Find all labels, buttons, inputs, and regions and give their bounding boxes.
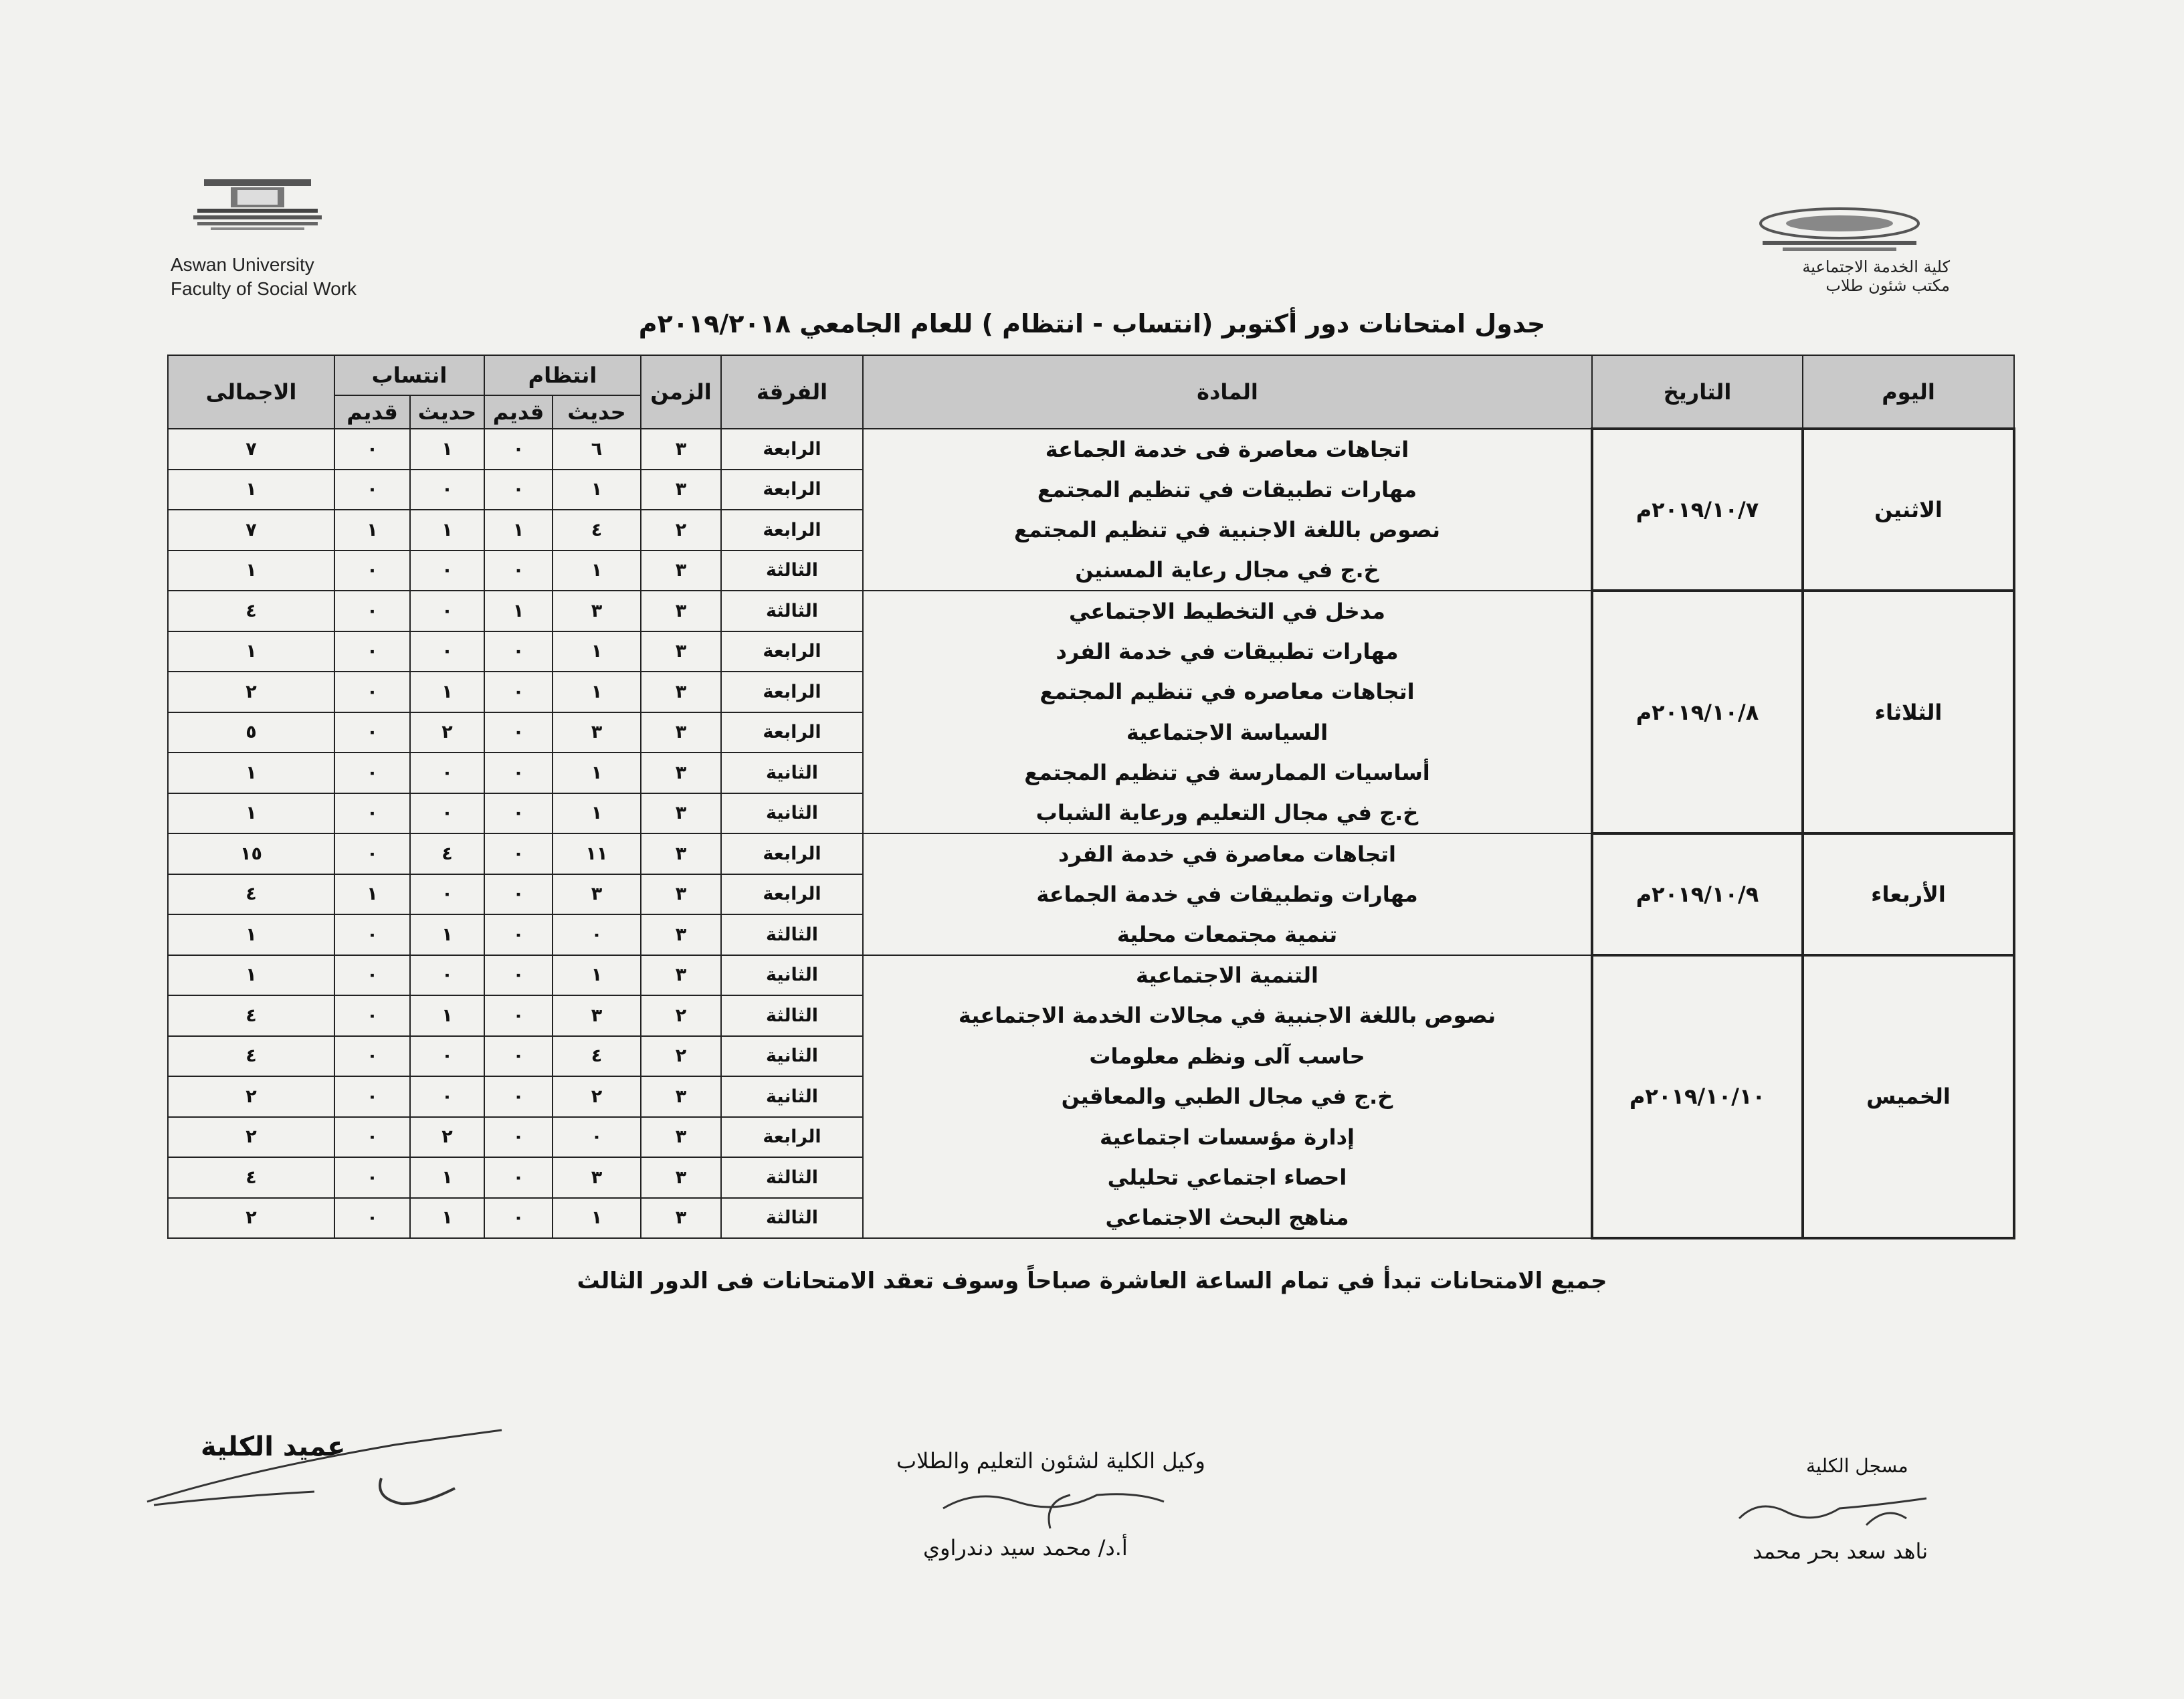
total-cell: ١ — [168, 955, 334, 996]
duration-cell: ٣ — [641, 914, 721, 955]
affiliation-old-cell: ٠ — [334, 1076, 410, 1117]
header-row — [168, 355, 2014, 395]
duration-cell: ٣ — [641, 833, 721, 874]
regular-old-cell: ٠ — [484, 1036, 553, 1077]
regular-old-cell: ٠ — [484, 470, 553, 510]
regular-old-cell: ١ — [484, 510, 553, 551]
faculty-en: Faculty of Social Work — [171, 278, 357, 299]
level-cell: الثالثة — [721, 1198, 863, 1239]
subject-cell: التنمية الاجتماعية — [863, 955, 1592, 996]
level-cell: الثالثة — [721, 914, 863, 955]
subject-cell: نصوص باللغة الاجنبية في تنظيم المجتمع — [863, 510, 1592, 551]
header-date: التاريخ — [1592, 355, 1803, 429]
duration-cell: ٣ — [641, 1117, 721, 1158]
level-cell: الرابعة — [721, 672, 863, 712]
regular-new-cell: ١ — [553, 551, 641, 591]
regular-new-cell: ٠ — [553, 914, 641, 955]
total-cell: ١ — [168, 793, 334, 834]
level-cell: الرابعة — [721, 429, 863, 470]
faculty-ar: كلية الخدمة الاجتماعية — [1802, 258, 1950, 276]
affiliation-old-cell: ٠ — [334, 1157, 410, 1198]
regular-old-cell: ٠ — [484, 631, 553, 672]
subject-cell: مناهج البحث الاجتماعي — [863, 1198, 1592, 1239]
level-cell: الرابعة — [721, 712, 863, 753]
header-day: اليوم — [1803, 355, 2014, 429]
duration-cell: ٢ — [641, 995, 721, 1036]
level-cell: الثانية — [721, 753, 863, 793]
exam-schedule-table — [167, 355, 2015, 1239]
regular-new-cell: ٢ — [553, 1076, 641, 1117]
registrar-label: مسجل الكلية — [1806, 1455, 1908, 1477]
subject-cell: مهارات وتطبيقات في خدمة الجماعة — [863, 874, 1592, 915]
regular-new-cell: ٣ — [553, 1157, 641, 1198]
regular-new-cell: ٣ — [553, 591, 641, 631]
faculty-name-ar — [1709, 258, 1950, 295]
subject-cell: احصاء اجتماعي تحليلي — [863, 1157, 1592, 1198]
regular-old-cell: ٠ — [484, 429, 553, 470]
affiliation-new-cell: ٠ — [410, 591, 484, 631]
duration-cell: ٣ — [641, 470, 721, 510]
affiliation-new-cell: ٠ — [410, 1036, 484, 1077]
affiliation-new-cell: ١ — [410, 914, 484, 955]
total-cell: ٢ — [168, 1198, 334, 1239]
dean-signature — [140, 1425, 515, 1512]
level-cell: الثالثة — [721, 551, 863, 591]
regular-old-cell: ٠ — [484, 712, 553, 753]
regular-old-cell: ٠ — [484, 1117, 553, 1158]
university-name-en — [171, 253, 357, 301]
subject-cell: تنمية مجتمعات محلية — [863, 914, 1592, 955]
regular-old-cell: ٠ — [484, 1157, 553, 1198]
affiliation-old-cell: ٠ — [334, 1117, 410, 1158]
subject-cell: إدارة مؤسسات اجتماعية — [863, 1117, 1592, 1158]
total-cell: ٤ — [168, 995, 334, 1036]
level-cell: الثالثة — [721, 591, 863, 631]
affiliation-new-cell: ٠ — [410, 1076, 484, 1117]
total-cell: ٤ — [168, 1036, 334, 1077]
day-cell: الثلاثاء — [1803, 591, 2014, 833]
subject-cell: أساسيات الممارسة في تنظيم المجتمع — [863, 753, 1592, 793]
subject-cell: مهارات تطبيقات في تنظيم المجتمع — [863, 470, 1592, 510]
subject-cell: السياسة الاجتماعية — [863, 712, 1592, 753]
subject-cell: خ.ج في مجال رعاية المسنين — [863, 551, 1592, 591]
registrar-signature — [1732, 1485, 1933, 1532]
regular-new-cell: ١ — [553, 631, 641, 672]
affiliation-new-cell: ٤ — [410, 833, 484, 874]
affiliation-new-cell: ٠ — [410, 874, 484, 915]
office-ar: مكتب شئون طلاب — [1825, 276, 1950, 295]
total-cell: ١٥ — [168, 833, 334, 874]
dean-label: عميد الكلية — [201, 1431, 346, 1462]
affiliation-new-cell: ٠ — [410, 551, 484, 591]
duration-cell: ٣ — [641, 591, 721, 631]
duration-cell: ٣ — [641, 1076, 721, 1117]
affiliation-new-cell: ٠ — [410, 753, 484, 793]
duration-cell: ٢ — [641, 1036, 721, 1077]
header-total: الاجمالى — [168, 355, 334, 429]
regular-old-cell: ٠ — [484, 955, 553, 996]
table-row — [168, 591, 2014, 631]
date-cell: ٢٠١٩/١٠/٩م — [1592, 833, 1803, 955]
affiliation-old-cell: ٠ — [334, 1036, 410, 1077]
regular-new-cell: ٠ — [553, 1117, 641, 1158]
duration-cell: ٣ — [641, 429, 721, 470]
regular-new-cell: ١ — [553, 470, 641, 510]
affiliation-old-cell: ١ — [334, 874, 410, 915]
table-row — [168, 833, 2014, 874]
subject-cell: مهارات تطبيقات في خدمة الفرد — [863, 631, 1592, 672]
duration-cell: ٢ — [641, 510, 721, 551]
regular-new-cell: ٣ — [553, 712, 641, 753]
duration-cell: ٣ — [641, 753, 721, 793]
total-cell: ٤ — [168, 1157, 334, 1198]
duration-cell: ٣ — [641, 631, 721, 672]
date-cell: ٢٠١٩/١٠/٧م — [1592, 429, 1803, 591]
duration-cell: ٣ — [641, 672, 721, 712]
level-cell: الرابعة — [721, 510, 863, 551]
level-cell: الثالثة — [721, 995, 863, 1036]
affiliation-old-cell: ٠ — [334, 591, 410, 631]
total-cell: ٤ — [168, 874, 334, 915]
table-body — [168, 429, 2014, 1238]
header-affiliation: انتساب — [334, 355, 484, 395]
subject-cell: نصوص باللغة الاجنبية في مجالات الخدمة الاجتماعية — [863, 995, 1592, 1036]
affiliation-new-cell: ٠ — [410, 955, 484, 996]
affiliation-old-cell: ٠ — [334, 995, 410, 1036]
regular-old-cell: ٠ — [484, 793, 553, 834]
regular-new-cell: ٣ — [553, 995, 641, 1036]
affiliation-new-cell: ١ — [410, 510, 484, 551]
subject-cell: مدخل في التخطيط الاجتماعي — [863, 591, 1592, 631]
duration-cell: ٣ — [641, 1157, 721, 1198]
total-cell: ١ — [168, 914, 334, 955]
regular-new-cell: ٦ — [553, 429, 641, 470]
level-cell: الرابعة — [721, 1117, 863, 1158]
vice-dean-signature — [936, 1482, 1177, 1535]
affiliation-old-cell: ٠ — [334, 429, 410, 470]
total-cell: ١ — [168, 551, 334, 591]
page-title: جدول امتحانات دور أكتوبر (انتساب - انتظام ) للعام الجامعي ٢٠١٩/٢٠١٨م — [638, 309, 1546, 338]
day-cell: الاثنين — [1803, 429, 2014, 591]
total-cell: ١ — [168, 631, 334, 672]
affiliation-new-cell: ٠ — [410, 631, 484, 672]
regular-new-cell: ١ — [553, 1198, 641, 1239]
total-cell: ٤ — [168, 591, 334, 631]
regular-old-cell: ٠ — [484, 672, 553, 712]
university-en: Aswan University — [171, 254, 314, 275]
header-subject: المادة — [863, 355, 1592, 429]
total-cell: ١ — [168, 470, 334, 510]
total-cell: ٢ — [168, 1117, 334, 1158]
regular-old-cell: ٠ — [484, 1076, 553, 1117]
regular-new-cell: ٤ — [553, 510, 641, 551]
total-cell: ٥ — [168, 712, 334, 753]
total-cell: ٧ — [168, 429, 334, 470]
regular-new-cell: ١١ — [553, 833, 641, 874]
affiliation-old-cell: ٠ — [334, 551, 410, 591]
regular-new-cell: ١ — [553, 672, 641, 712]
subject-cell: اتجاهات معاصرة في خدمة الفرد — [863, 833, 1592, 874]
vice-dean-label: وكيل الكلية لشئون التعليم والطلاب — [896, 1448, 1205, 1474]
total-cell: ١ — [168, 753, 334, 793]
level-cell: الثالثة — [721, 1157, 863, 1198]
total-cell: ٢ — [168, 672, 334, 712]
day-cell: الأربعاء — [1803, 833, 2014, 955]
duration-cell: ٣ — [641, 1198, 721, 1239]
affiliation-new-cell: ٢ — [410, 712, 484, 753]
regular-old-cell: ٠ — [484, 874, 553, 915]
level-cell: الثانية — [721, 793, 863, 834]
regular-old-cell: ١ — [484, 591, 553, 631]
affiliation-old-cell: ٠ — [334, 470, 410, 510]
affiliation-new-cell: ٠ — [410, 470, 484, 510]
aswan-university-logo — [191, 175, 324, 234]
total-cell: ٢ — [168, 1076, 334, 1117]
affiliation-new-cell: ١ — [410, 672, 484, 712]
duration-cell: ٣ — [641, 874, 721, 915]
date-cell: ٢٠١٩/١٠/١٠م — [1592, 955, 1803, 1239]
header-level: الفرقة — [721, 355, 863, 429]
affiliation-old-cell: ٠ — [334, 753, 410, 793]
exam-note: جميع الامتحانات تبدأ في تمام الساعة العاشرة صباحاً وسوف تعقد الامتحانات فى الدور الثالث — [577, 1268, 1607, 1294]
level-cell: الرابعة — [721, 631, 863, 672]
regular-new-cell: ٣ — [553, 874, 641, 915]
affiliation-old-cell: ٠ — [334, 955, 410, 996]
affiliation-old-cell: ٠ — [334, 672, 410, 712]
level-cell: الرابعة — [721, 470, 863, 510]
regular-old-cell: ٠ — [484, 914, 553, 955]
affiliation-old-cell: ٠ — [334, 793, 410, 834]
header-duration: الزمن — [641, 355, 721, 429]
header-regular-new: حديث — [553, 395, 641, 429]
regular-old-cell: ٠ — [484, 551, 553, 591]
table-row — [168, 955, 2014, 996]
affiliation-old-cell: ٠ — [334, 712, 410, 753]
level-cell: الثانية — [721, 955, 863, 996]
regular-old-cell: ٠ — [484, 995, 553, 1036]
regular-new-cell: ١ — [553, 793, 641, 834]
regular-new-cell: ٤ — [553, 1036, 641, 1077]
level-cell: الثانية — [721, 1076, 863, 1117]
affiliation-new-cell: ١ — [410, 1157, 484, 1198]
affiliation-new-cell: ١ — [410, 429, 484, 470]
level-cell: الرابعة — [721, 833, 863, 874]
subject-cell: خ.ج في مجال الطبي والمعاقين — [863, 1076, 1592, 1117]
affiliation-old-cell: ٠ — [334, 631, 410, 672]
affiliation-old-cell: ١ — [334, 510, 410, 551]
header-affiliation-new: حديث — [410, 395, 484, 429]
date-cell: ٢٠١٩/١٠/٨م — [1592, 591, 1803, 833]
subject-cell: خ.ج في مجال التعليم ورعاية الشباب — [863, 793, 1592, 834]
duration-cell: ٣ — [641, 955, 721, 996]
affiliation-new-cell: ٢ — [410, 1117, 484, 1158]
header-affiliation-old: قديم — [334, 395, 410, 429]
day-cell: الخميس — [1803, 955, 2014, 1239]
subject-cell: اتجاهات معاصره في تنظيم المجتمع — [863, 672, 1592, 712]
vice-dean-name: أ.د/ محمد سيد دندراوي — [923, 1535, 1128, 1561]
regular-old-cell: ٠ — [484, 1198, 553, 1239]
header-regular: انتظام — [484, 355, 641, 395]
duration-cell: ٣ — [641, 793, 721, 834]
regular-old-cell: ٠ — [484, 833, 553, 874]
subject-cell: حاسب آلى ونظم معلومات — [863, 1036, 1592, 1077]
header-regular-old: قديم — [484, 395, 553, 429]
regular-new-cell: ١ — [553, 753, 641, 793]
affiliation-old-cell: ٠ — [334, 833, 410, 874]
faculty-logo — [1756, 201, 1923, 254]
affiliation-new-cell: ٠ — [410, 793, 484, 834]
affiliation-old-cell: ٠ — [334, 1198, 410, 1239]
subject-cell: اتجاهات معاصرة فى خدمة الجماعة — [863, 429, 1592, 470]
registrar-name: ناهد سعد بحر محمد — [1753, 1538, 1928, 1564]
level-cell: الثانية — [721, 1036, 863, 1077]
affiliation-new-cell: ١ — [410, 1198, 484, 1239]
level-cell: الرابعة — [721, 874, 863, 915]
duration-cell: ٣ — [641, 551, 721, 591]
total-cell: ٧ — [168, 510, 334, 551]
regular-old-cell: ٠ — [484, 753, 553, 793]
affiliation-new-cell: ١ — [410, 995, 484, 1036]
regular-new-cell: ١ — [553, 955, 641, 996]
affiliation-old-cell: ٠ — [334, 914, 410, 955]
table-row — [168, 429, 2014, 470]
duration-cell: ٣ — [641, 712, 721, 753]
